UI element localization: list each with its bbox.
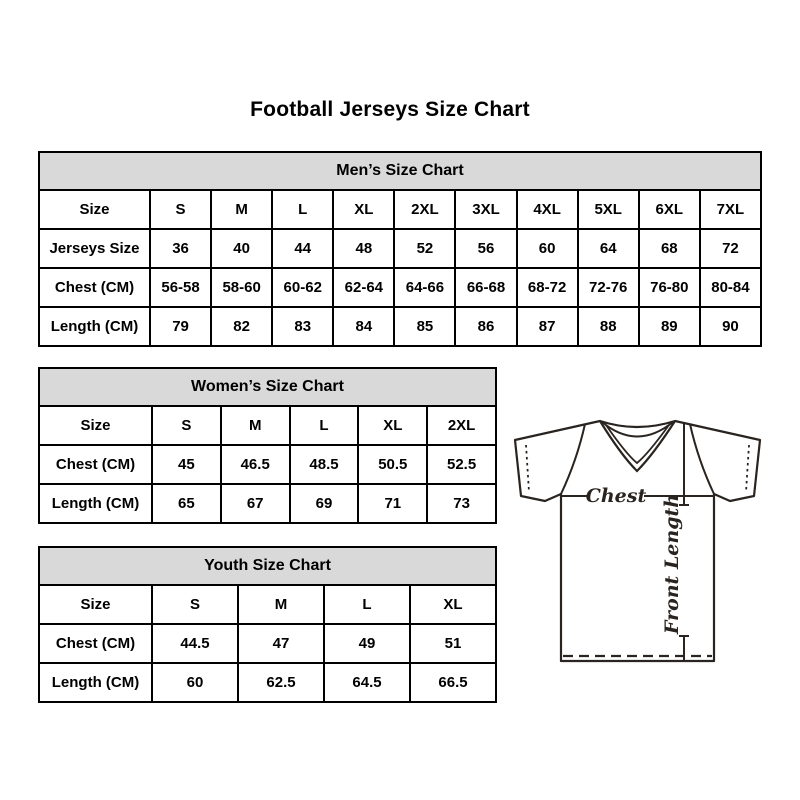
size-cell: 64-66 <box>394 268 455 307</box>
size-cell: 46.5 <box>221 445 290 484</box>
youth-table-header-row <box>39 547 496 585</box>
size-cell: 44 <box>272 229 333 268</box>
size-cell: 4XL <box>517 190 578 229</box>
size-cell: 82 <box>211 307 272 346</box>
size-cell: 88 <box>578 307 639 346</box>
size-cell: 84 <box>333 307 394 346</box>
size-cell: 66.5 <box>410 663 496 702</box>
size-cell: 3XL <box>455 190 516 229</box>
size-cell: 36 <box>150 229 211 268</box>
size-cell: 48 <box>333 229 394 268</box>
row-label: Chest (CM) <box>39 624 152 663</box>
size-cell: 68-72 <box>517 268 578 307</box>
size-cell: 7XL <box>700 190 761 229</box>
size-cell: 85 <box>394 307 455 346</box>
size-cell: 45 <box>152 445 221 484</box>
jersey-measurement-diagram <box>505 408 775 670</box>
row-label: Size <box>39 190 150 229</box>
womens-size-table <box>38 367 497 524</box>
row-label: Length (CM) <box>39 663 152 702</box>
size-cell: 50.5 <box>358 445 427 484</box>
size-cell: 69 <box>290 484 359 523</box>
size-cell: 89 <box>639 307 700 346</box>
row-label: Size <box>39 406 152 445</box>
size-cell: 73 <box>427 484 496 523</box>
chest-label: Chest <box>585 485 647 507</box>
size-cell: 72 <box>700 229 761 268</box>
womens-table-header-row <box>39 368 496 406</box>
row-label: Size <box>39 585 152 624</box>
size-cell: XL <box>358 406 427 445</box>
size-cell: XL <box>333 190 394 229</box>
mens-table-title: Men’s Size Chart <box>39 152 761 190</box>
size-cell: 60 <box>517 229 578 268</box>
youth-table-title: Youth Size Chart <box>39 547 496 585</box>
size-cell: 6XL <box>639 190 700 229</box>
row-label: Length (CM) <box>39 307 150 346</box>
size-cell: 48.5 <box>290 445 359 484</box>
youth-row-1 <box>39 624 496 663</box>
size-cell: M <box>221 406 290 445</box>
size-cell: 52 <box>394 229 455 268</box>
size-cell: 52.5 <box>427 445 496 484</box>
mens-table-header-row <box>39 152 761 190</box>
page-title: Football Jerseys Size Chart <box>250 98 530 121</box>
size-cell: 68 <box>639 229 700 268</box>
size-cell: XL <box>410 585 496 624</box>
jersey-outline-icon <box>515 421 760 661</box>
size-cell: 56 <box>455 229 516 268</box>
size-cell: S <box>152 585 238 624</box>
size-cell: 49 <box>324 624 410 663</box>
size-cell: 2XL <box>394 190 455 229</box>
size-cell: 72-76 <box>578 268 639 307</box>
size-cell: M <box>238 585 324 624</box>
row-label: Chest (CM) <box>39 445 152 484</box>
mens-row-2 <box>39 268 761 307</box>
size-cell: S <box>152 406 221 445</box>
womens-row-2 <box>39 484 496 523</box>
mens-row-1 <box>39 229 761 268</box>
womens-row-1 <box>39 445 496 484</box>
mens-row-3 <box>39 307 761 346</box>
size-cell: L <box>324 585 410 624</box>
size-cell: 64 <box>578 229 639 268</box>
size-cell: 5XL <box>578 190 639 229</box>
size-cell: L <box>290 406 359 445</box>
size-cell: 60 <box>152 663 238 702</box>
size-cell: 76-80 <box>639 268 700 307</box>
front-length-label: Front Length <box>661 493 683 635</box>
mens-size-table <box>38 151 762 347</box>
size-cell: M <box>211 190 272 229</box>
size-cell: S <box>150 190 211 229</box>
size-cell: 83 <box>272 307 333 346</box>
youth-row-2 <box>39 663 496 702</box>
size-cell: 60-62 <box>272 268 333 307</box>
size-cell: 66-68 <box>455 268 516 307</box>
size-cell: 2XL <box>427 406 496 445</box>
womens-table-title: Women’s Size Chart <box>39 368 496 406</box>
size-cell: 62.5 <box>238 663 324 702</box>
size-cell: 64.5 <box>324 663 410 702</box>
row-label: Jerseys Size <box>39 229 150 268</box>
size-cell: 47 <box>238 624 324 663</box>
row-label: Chest (CM) <box>39 268 150 307</box>
row-label: Length (CM) <box>39 484 152 523</box>
size-cell: 44.5 <box>152 624 238 663</box>
size-cell: 40 <box>211 229 272 268</box>
size-cell: L <box>272 190 333 229</box>
size-cell: 58-60 <box>211 268 272 307</box>
youth-size-table <box>38 546 497 703</box>
mens-row-0 <box>39 190 761 229</box>
size-cell: 62-64 <box>333 268 394 307</box>
size-cell: 86 <box>455 307 516 346</box>
size-cell: 56-58 <box>150 268 211 307</box>
size-cell: 65 <box>152 484 221 523</box>
size-cell: 90 <box>700 307 761 346</box>
size-cell: 71 <box>358 484 427 523</box>
size-cell: 80-84 <box>700 268 761 307</box>
size-cell: 79 <box>150 307 211 346</box>
youth-row-0 <box>39 585 496 624</box>
size-cell: 67 <box>221 484 290 523</box>
size-cell: 87 <box>517 307 578 346</box>
womens-row-0 <box>39 406 496 445</box>
size-cell: 51 <box>410 624 496 663</box>
